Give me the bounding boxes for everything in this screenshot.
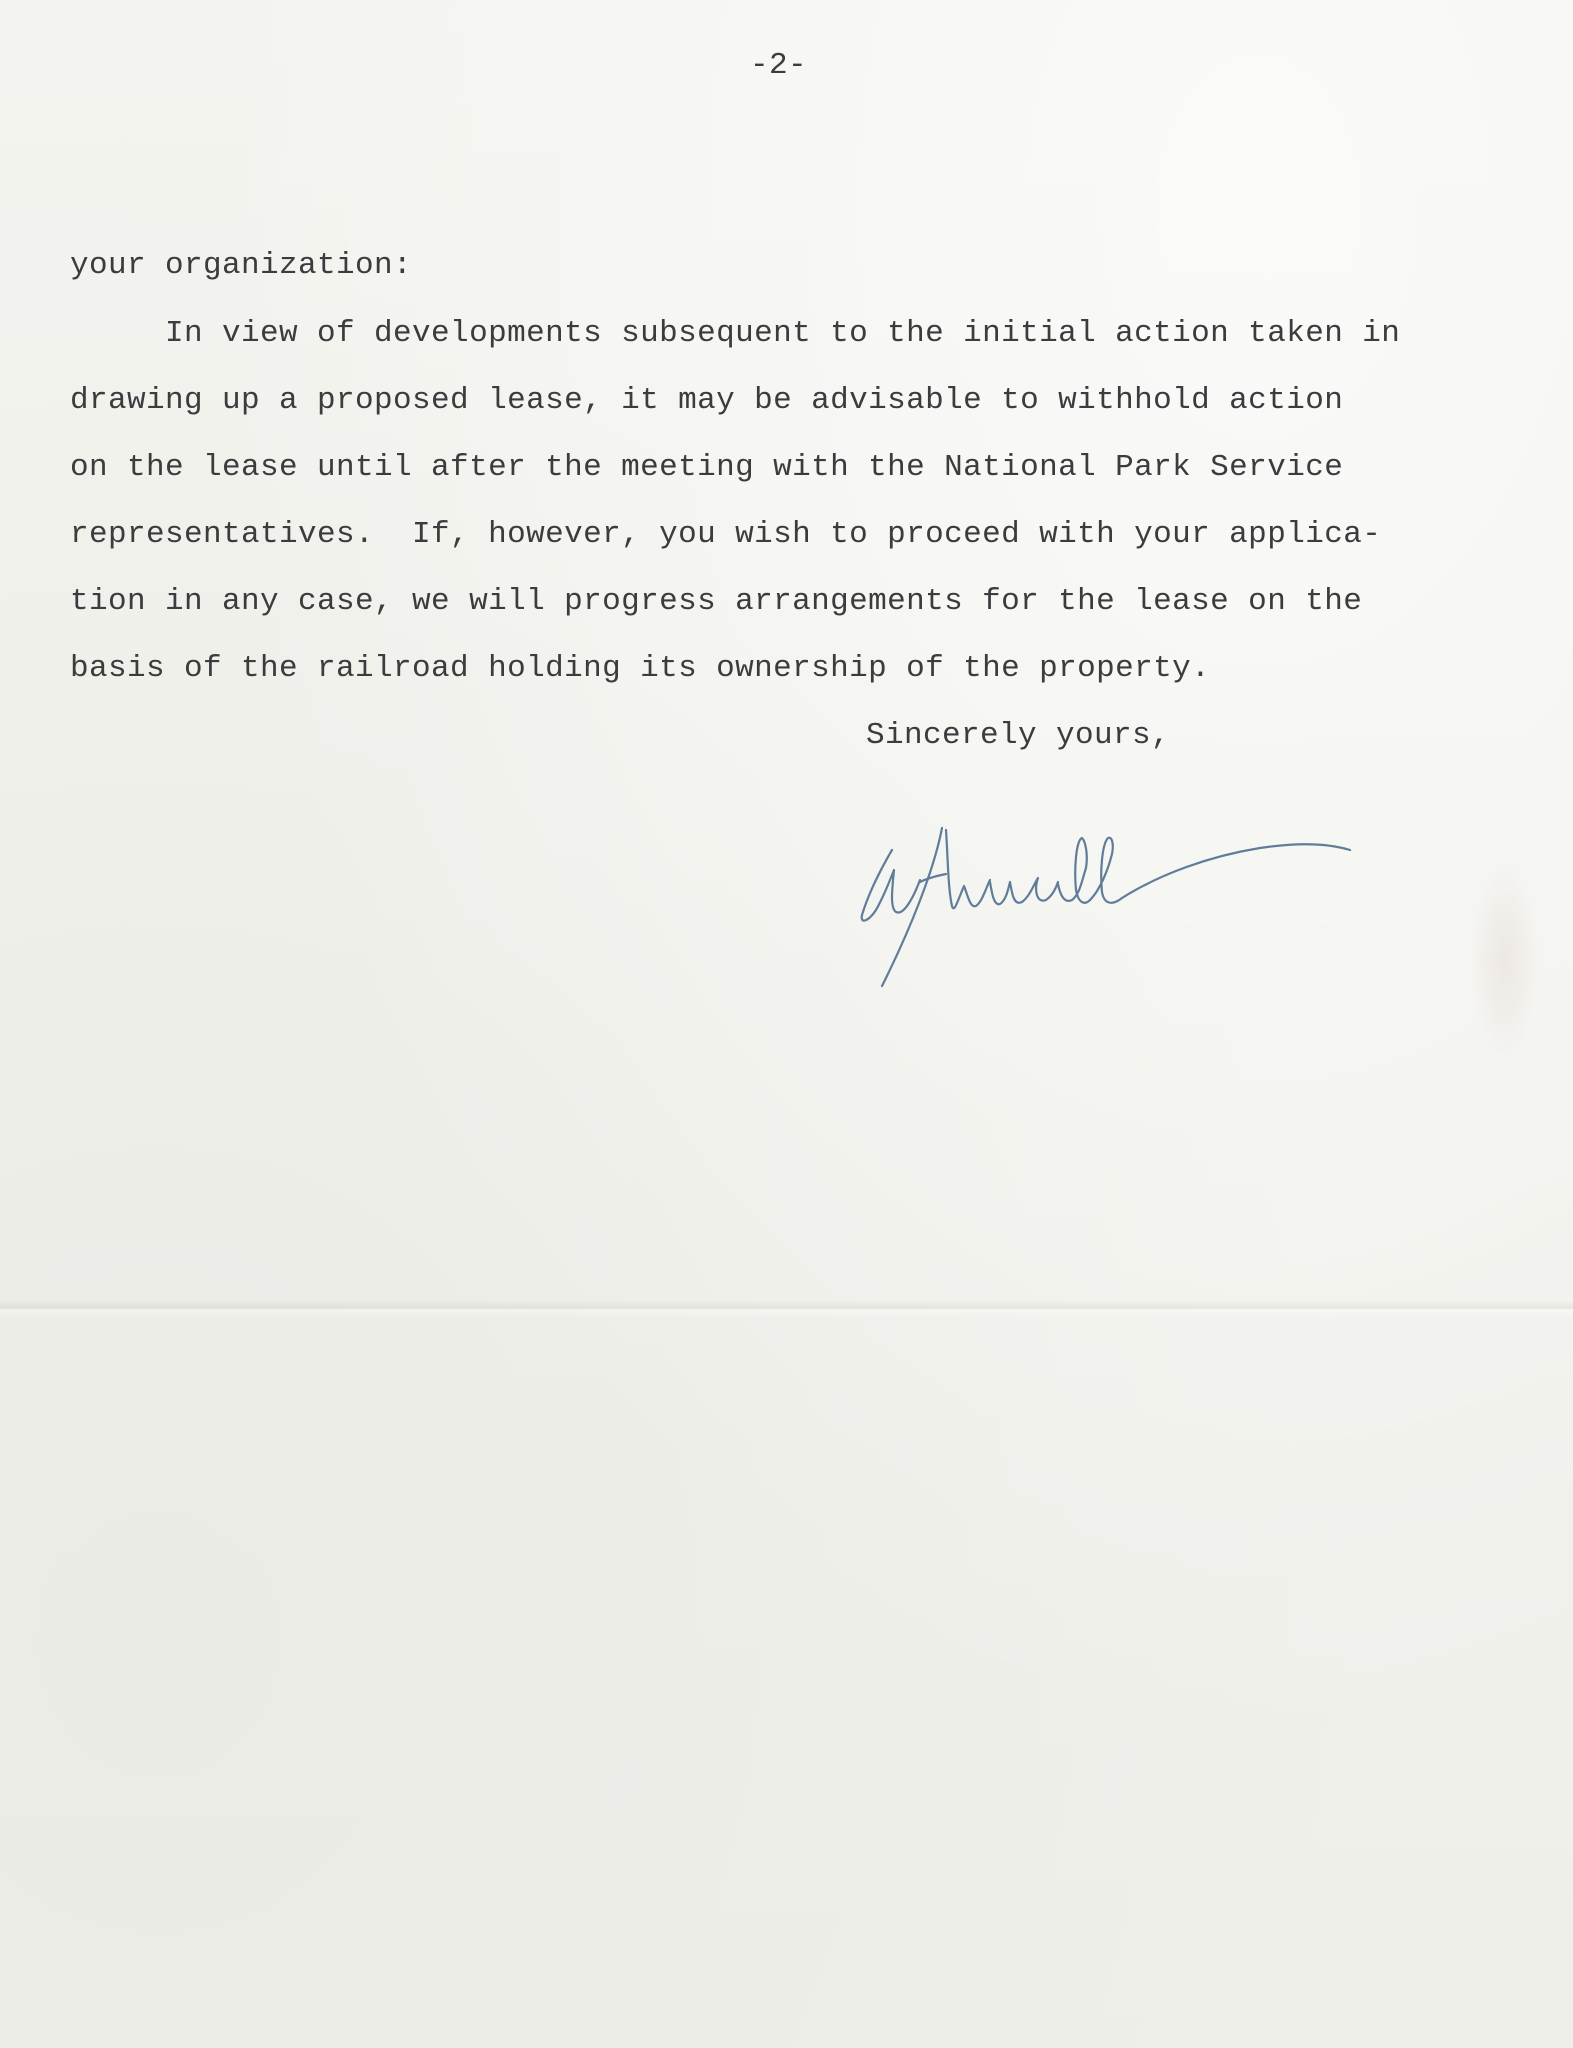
page-number: -2-: [750, 48, 808, 83]
paper-fold: [0, 1300, 1573, 1318]
paper-stain: [1470, 860, 1540, 1060]
body-line-6: tion in any case, we will progress arrangements for the lease on the: [70, 584, 1363, 619]
body-line-2: In view of developments subsequent to the initial action taken in: [70, 316, 1401, 351]
body-line-7: basis of the railroad holding its ownership of the property.: [70, 651, 1211, 686]
body-line-4: on the lease until after the meeting with the National Park Service: [70, 450, 1344, 485]
body-line-3: drawing up a proposed lease, it may be advisable to withhold action: [70, 383, 1344, 418]
body-line-1: your organization:: [70, 248, 413, 283]
handwritten-signature: [850, 810, 1410, 1000]
body-line-5: representatives. If, however, you wish to proceed with your applica-: [70, 517, 1382, 552]
closing-salutation: Sincerely yours,: [866, 718, 1171, 753]
